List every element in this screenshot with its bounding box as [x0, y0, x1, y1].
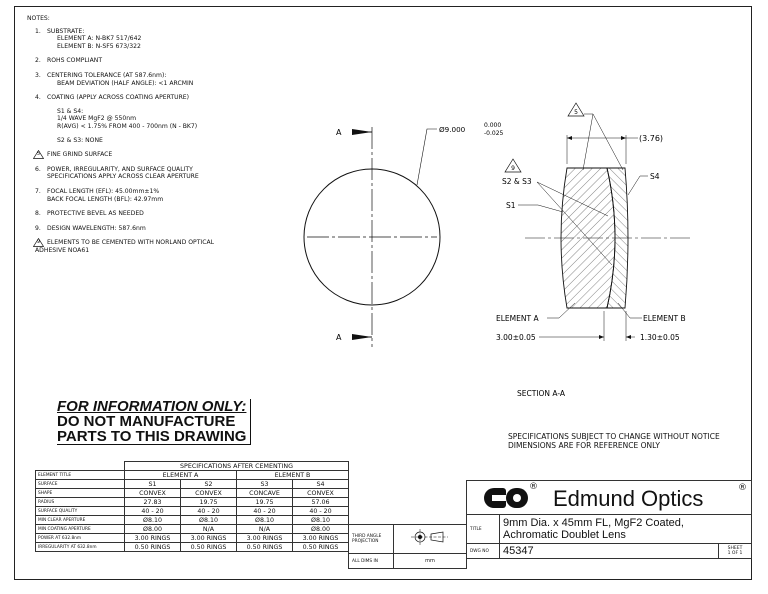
sheet-label: SHEET	[727, 546, 743, 551]
spec-row-label: MIN COATING APERTURE	[36, 525, 125, 534]
note-number: 8.	[35, 210, 41, 218]
spec-notice-line-1: SPECIFICATIONS SUBJECT TO CHANGE WITHOUT NOTICE	[508, 432, 720, 441]
warning-line-1: FOR INFORMATION ONLY:	[57, 398, 247, 415]
flag-5-label: 5	[574, 109, 578, 116]
note-text: FOCAL LENGTH (EFL): 45.00mm±1%	[47, 187, 160, 195]
spec-cell: Ø8.10	[293, 516, 349, 525]
label-s1: S1	[506, 201, 516, 210]
spec-cell: 0.50 RINGS	[125, 543, 181, 552]
note-text: CENTERING TOLERANCE (AT 587.6nm):	[47, 71, 167, 79]
spec-row	[36, 507, 349, 516]
spec-row	[36, 534, 349, 543]
note-number: 1.	[35, 27, 41, 35]
projection-label: THIRD ANGLE PROJECTION	[349, 525, 394, 554]
spec-row-label: IRREGULARITY AT 632.8nm	[36, 543, 125, 552]
note-flag-number: 5	[36, 151, 41, 158]
spec-cell: CONVEX	[181, 489, 237, 498]
spec-cell: S3	[237, 480, 293, 489]
spec-cell: CONCAVE	[237, 489, 293, 498]
spec-row	[36, 543, 349, 552]
note-subtext: S2 & S3: NONE	[57, 136, 103, 144]
sheet-value: 1 OF 1	[727, 551, 743, 556]
spec-cell: 0.50 RINGS	[181, 543, 237, 552]
spec-notice-line-2: DIMENSIONS ARE FOR REFERENCE ONLY	[508, 441, 660, 450]
note-subtext: ELEMENT B: N-SF5 673/322	[57, 42, 141, 50]
spec-cell: Ø8.00	[125, 525, 181, 534]
dimension-element-a: 3.00±0.05	[496, 333, 536, 342]
spec-row-label: SURFACE QUALITY	[36, 507, 125, 516]
note-subtext: S1 & S4:	[57, 107, 84, 115]
diameter-leader	[417, 129, 437, 185]
diameter-tol-minus: -0.025	[484, 130, 504, 137]
spec-cell: 40 - 20	[181, 507, 237, 516]
note-number: 9.	[35, 224, 41, 232]
label-element-b: ELEMENT B	[643, 314, 686, 323]
third-angle-projection-icon	[411, 529, 449, 545]
company-name: Edmund Optics	[553, 486, 704, 511]
label-s4: S4	[650, 172, 660, 181]
spec-cell: S2	[181, 480, 237, 489]
spec-cell: CONVEX	[125, 489, 181, 498]
spec-cell: Ø8.10	[181, 516, 237, 525]
drawing-title	[500, 515, 752, 544]
note-subtext: BEAM DEVIATION (HALF ANGLE): <1 ARCMIN	[57, 79, 194, 87]
note-text: DESIGN WAVELENGTH: 587.6nm	[47, 224, 146, 232]
spec-row	[36, 525, 349, 534]
spec-cell: 19.75	[181, 498, 237, 507]
spec-cell: 57.06	[293, 498, 349, 507]
logo-registered-mark: ®	[529, 482, 538, 492]
note-text: ROHS COMPLIANT	[47, 57, 103, 65]
spec-cell: CONVEX	[293, 489, 349, 498]
note-text: FINE GRIND SURFACE	[47, 151, 113, 159]
note-number: 2.	[35, 57, 41, 65]
note-subtext: ELEMENT A: N-BK7 517/642	[57, 35, 142, 43]
section-label-bottom: A	[336, 333, 342, 342]
drawing-number: 45347	[500, 544, 719, 559]
element-a-header: ELEMENT A	[125, 471, 237, 480]
diameter-dimension: Ø9.000	[439, 125, 466, 134]
spec-table-body	[36, 480, 349, 552]
spec-cell: S1	[125, 480, 181, 489]
spec-cell: 3.00 RINGS	[181, 534, 237, 543]
notes-heading: NOTES:	[27, 15, 50, 22]
note-subtext: R(AVG) < 1.75% FROM 400 - 700nm (N - BK7)	[57, 122, 198, 130]
spec-row	[36, 489, 349, 498]
note-number: 6.	[35, 165, 41, 173]
spec-row	[36, 516, 349, 525]
company-logo-cell	[467, 481, 752, 515]
sheet-cell	[719, 544, 752, 559]
spec-cell: 40 - 20	[293, 507, 349, 516]
flag-9-label: 9	[511, 165, 515, 172]
front-view	[304, 122, 504, 347]
warning-line-3: PARTS TO THIS DRAWING	[57, 428, 247, 445]
spec-row	[36, 498, 349, 507]
element-title-label: ELEMENT TITLE	[36, 471, 125, 480]
spec-cell: 3.00 RINGS	[293, 534, 349, 543]
spec-cell: N/A	[237, 525, 293, 534]
spec-cell: N/A	[181, 525, 237, 534]
note-text: PROTECTIVE BEVEL AS NEEDED	[47, 210, 144, 218]
edmund-logo-icon	[484, 488, 528, 508]
note-subtext: 1/4 WAVE MgF2 @ 550nm	[57, 115, 137, 123]
diameter-tol-plus: 0.000	[484, 122, 502, 129]
dims-unit: mm	[394, 554, 467, 569]
element-a-section	[561, 168, 615, 308]
section-title: SECTION A-A	[517, 389, 566, 398]
dwg-no-label: DWG NO	[467, 544, 500, 559]
spec-row-label: RADIUS	[36, 498, 125, 507]
note-text: POWER, IRREGULARITY, AND SURFACE QUALITY	[47, 165, 193, 173]
spec-row-label: SHAPE	[36, 489, 125, 498]
spec-cell: S4	[293, 480, 349, 489]
spec-row-label: SURFACE	[36, 480, 125, 489]
spec-cell: 3.00 RINGS	[237, 534, 293, 543]
spec-cell: Ø8.10	[237, 516, 293, 525]
spec-row-label: MIN CLEAR APERTURE	[36, 516, 125, 525]
dims-label: ALL DIMS IN	[349, 554, 394, 569]
spec-table-header: SPECIFICATIONS AFTER CEMENTING	[125, 462, 349, 471]
spec-cell: 19.75	[237, 498, 293, 507]
note-number: 3.	[35, 71, 41, 79]
spec-cell: Ø8.00	[293, 525, 349, 534]
spec-cell: 0.50 RINGS	[293, 543, 349, 552]
specifications-table	[35, 461, 349, 552]
spec-cell: 0.50 RINGS	[237, 543, 293, 552]
note-text: ELEMENTS TO BE CEMENTED WITH NORLAND OPTICAL	[47, 239, 215, 247]
note-flag-number: 9	[36, 239, 41, 246]
note-text: SPECIFICATIONS APPLY ACROSS CLEAR APERTURE	[47, 173, 199, 181]
element-b-header: ELEMENT B	[237, 471, 349, 480]
title-block	[466, 480, 752, 559]
title-block-lower-left	[348, 524, 467, 569]
spec-cell: 3.00 RINGS	[125, 534, 181, 543]
spec-notice	[508, 432, 720, 450]
spec-row	[36, 480, 349, 489]
drawing-sheet	[14, 6, 752, 580]
label-s2-s3: S2 & S3	[502, 177, 532, 186]
spec-cell: 40 - 20	[237, 507, 293, 516]
note-text: SUBSTRATE:	[47, 27, 85, 35]
spec-cell: 40 - 20	[125, 507, 181, 516]
note-text: BACK FOCAL LENGTH (BFL): 42.97mm	[47, 195, 164, 203]
dimension-element-b: 1.30±0.05	[640, 333, 680, 342]
spec-cell: Ø8.10	[125, 516, 181, 525]
section-view	[496, 103, 691, 398]
label-element-a: ELEMENT A	[496, 314, 539, 323]
projection-symbol-cell	[394, 525, 467, 554]
note-subtext: ADHESIVE NOA61	[35, 246, 90, 254]
note-number: 7.	[35, 187, 41, 195]
spec-cell: 27.83	[125, 498, 181, 507]
company-registered-mark: ®	[738, 483, 747, 493]
drawing-title-line-2: Achromatic Doublet Lens	[503, 529, 626, 541]
section-label-top: A	[336, 128, 342, 137]
note-text: COATING (APPLY ACROSS COATING APERTURE)	[47, 94, 190, 102]
thickness-dimension: (3.76)	[639, 134, 664, 143]
note-number: 4.	[35, 94, 41, 102]
warning-line-2: DO NOT MANUFACTURE	[57, 413, 236, 430]
title-label: TITLE	[467, 515, 500, 544]
drawing-title-line-1: 9mm Dia. x 45mm FL, MgF2 Coated,	[503, 517, 684, 529]
spec-row-label: POWER AT 632.8nm	[36, 534, 125, 543]
